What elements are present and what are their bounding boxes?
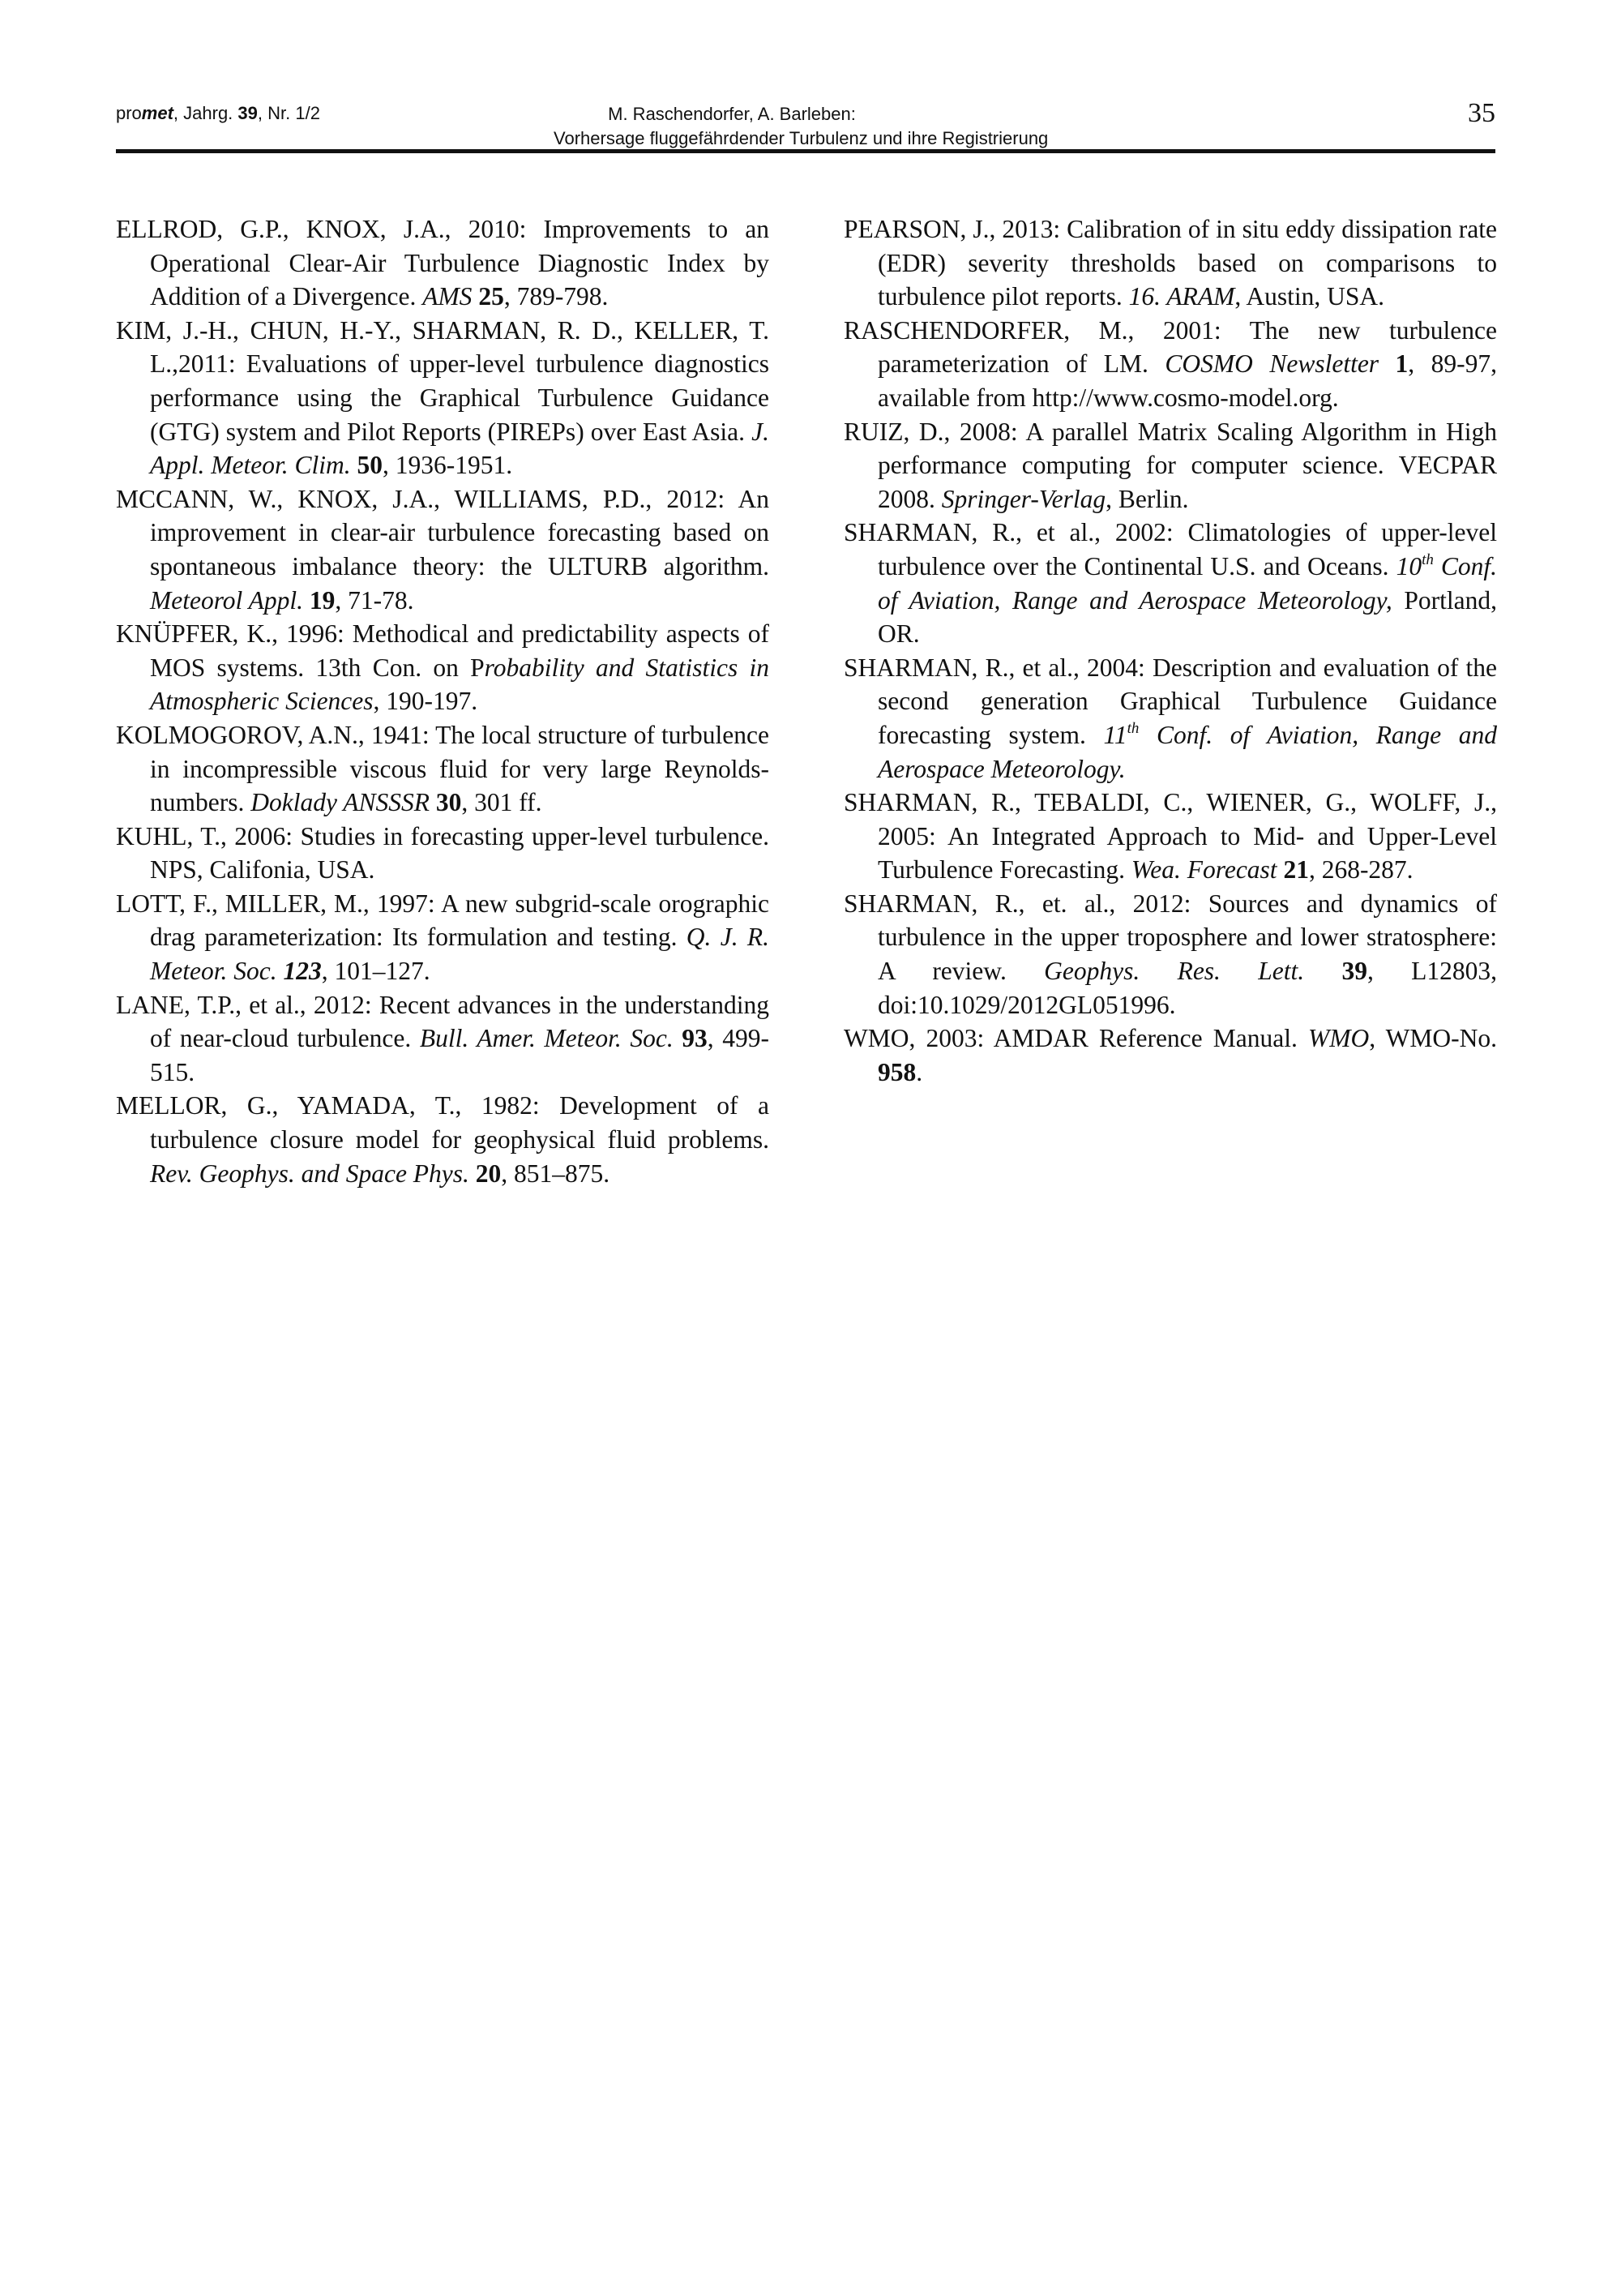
journal-name-prefix: pro xyxy=(116,103,142,123)
reference-text: SHARMAN, R., TEBALDI, C., WIENER, G., WOLFF, J., 2005: An Integrated Approach to Mid- and Upper-Level Turbulence Forecasting. xyxy=(844,788,1497,885)
reference-text: , Berlin. xyxy=(1106,484,1189,513)
page-number: 35 xyxy=(1468,98,1495,128)
reference-text: MELLOR, G., YAMADA, T., 1982: Development of a turbulence closure model for geophysical fluid problems. xyxy=(116,1091,769,1154)
reference-text xyxy=(1379,349,1395,378)
reference-italic: robability and Statistics in Atmospheric Sciences xyxy=(150,653,769,716)
reference-volume: 30 xyxy=(435,788,462,817)
reference-italic: COSMO Newsletter xyxy=(1165,349,1379,379)
reference-text: KIM, J.-H., CHUN, H.-Y., SHARMAN, R. D., KELLER, T. L.,2011: Evaluations of upper-level turbulence diagnostics performance using the Graphical Turbulence Guidance (GTG) system and Pilot Reports (PIREPs) over East Asia. xyxy=(116,315,769,446)
reference-entry xyxy=(116,482,769,617)
reference-italic: Bull. Amer. Meteor. Soc. xyxy=(419,1024,674,1053)
reference-italic: AMS xyxy=(422,282,473,311)
reference-text: , L12803, doi:10.1029/2012GL051996. xyxy=(878,957,1497,1019)
reference-text: , 789-798. xyxy=(503,282,609,311)
journal-year-label: , Jahrg. xyxy=(173,103,238,123)
reference-text xyxy=(674,1024,682,1052)
reference-text: , 101–127. xyxy=(321,957,430,986)
reference-text: , 268-287. xyxy=(1308,855,1414,885)
reference-italic: 11 xyxy=(1103,720,1127,749)
running-head-title: Vorhersage fluggefährdender Turbulenz und ihre Registrierung xyxy=(554,128,1049,148)
page-header xyxy=(116,97,1495,152)
reference-text: Portland, OR. xyxy=(878,585,1497,649)
reference-volume: 50 xyxy=(357,451,383,480)
reference-text: WMO, 2003: AMDAR Reference Manual. xyxy=(844,1024,1308,1053)
reference-entry xyxy=(116,988,769,1090)
reference-italic: Doklady ANSSSR xyxy=(250,788,430,817)
reference-text: KUHL, T., 2006: Studies in forecasting upper-level turbulence. NPS, Califonia, USA. xyxy=(116,821,769,885)
reference-text xyxy=(469,1159,476,1188)
reference-volume: 25 xyxy=(478,282,504,311)
reference-entry xyxy=(844,415,1497,516)
reference-text: ELLROD, G.P., KNOX, J.A., 2010: Improvements to an Operational Clear-Air Turbulence Diagnostic Index by Addition of a Divergence. xyxy=(116,215,769,311)
reference-italic: Springer-Verlag xyxy=(941,484,1106,513)
reference-entry xyxy=(844,1022,1497,1089)
reference-volume: 1 xyxy=(1395,349,1409,379)
reference-text: RUIZ, D., 2008: A parallel Matrix Scaling Algorithm in High performance computing for computer science. VECPAR 2008. xyxy=(844,417,1497,513)
reference-text: LANE, T.P., et al., 2012: Recent advances in the understanding of near-cloud turbulence. xyxy=(116,990,769,1053)
reference-italic: Meteorol Appl. xyxy=(150,585,303,615)
reference-text: , 499-515. xyxy=(150,1024,769,1086)
reference-text xyxy=(303,586,310,615)
reference-text: KNÜPFER, K., 1996: Methodical and predictability aspects of MOS systems. 13th Con. on P xyxy=(116,619,769,682)
journal-info xyxy=(116,102,320,125)
reference-entry xyxy=(844,212,1497,314)
reference-entry xyxy=(844,314,1497,415)
reference-text: , 851–875. xyxy=(501,1159,610,1188)
reference-volume: 21 xyxy=(1283,855,1309,885)
reference-text: , 301 ff. xyxy=(461,788,542,817)
journal-name-emphasis: met xyxy=(141,103,173,123)
reference-entry xyxy=(116,820,769,887)
reference-volume: 20 xyxy=(475,1159,502,1188)
reference-text: , 89-97, available from http://www.cosmo-model.org. xyxy=(878,349,1497,412)
reference-text: MCCANN, W., KNOX, J.A., WILLIAMS, P.D., 2012: An improvement in clear-air turbulence forecasting based on spontaneous imbalance theory: the ULTURB algorithm. xyxy=(116,484,769,580)
reference-entry xyxy=(116,212,769,314)
reference-text: , WMO-No. xyxy=(1369,1024,1497,1053)
reference-text: , 190-197. xyxy=(373,687,478,716)
reference-text: RASCHENDORFER, M., 2001: The new turbulence parameterization of LM. xyxy=(844,315,1497,379)
reference-italic: Geophys. Res. Lett. xyxy=(1044,957,1305,986)
reference-entry xyxy=(116,718,769,820)
reference-italic: Q. J. R. Meteor. Soc. xyxy=(150,923,769,986)
reference-entry xyxy=(844,887,1497,1022)
reference-volume: 958 xyxy=(878,1057,917,1086)
journal-volume: 39 xyxy=(237,103,258,123)
reference-text: , 1936-1951. xyxy=(382,451,513,480)
reference-text xyxy=(430,788,436,816)
reference-entry xyxy=(116,1089,769,1190)
reference-entry xyxy=(844,516,1497,650)
reference-italic: WMO xyxy=(1307,1024,1370,1053)
reference-italic: Rev. Geophys. and Space Phys. xyxy=(150,1159,469,1188)
reference-text: , 71-78. xyxy=(335,585,414,615)
references-right-column xyxy=(844,212,1497,1089)
reference-italic: Conf. of Aviation, Range and Aerospace Meteorology. xyxy=(878,720,1497,783)
reference-text: SHARMAN, R., et al., 2002: Climatologies of upper-level turbulence over the Continental U.S. and Oceans. xyxy=(844,518,1497,580)
reference-italic: 16. ARAM xyxy=(1128,282,1235,311)
running-head xyxy=(554,102,1049,151)
reference-text: , Austin, USA. xyxy=(1234,282,1384,311)
reference-superscript: th xyxy=(1127,719,1140,737)
reference-italic: 10 xyxy=(1396,551,1422,580)
references-left-column xyxy=(116,212,769,1190)
reference-text: KOLMOGOROV, A.N., 1941: The local structure of turbulence in incompressible viscous fluid for very large Reynolds-numbers. xyxy=(116,720,769,817)
header-rule xyxy=(116,149,1495,153)
reference-entry xyxy=(116,617,769,718)
reference-text: PEARSON, J., 2013: Calibration of in situ eddy dissipation rate (EDR) severity thresholds based on comparisons to turbulence pilot reports. xyxy=(844,215,1497,311)
reference-superscript: th xyxy=(1422,550,1434,568)
reference-entry xyxy=(844,786,1497,887)
journal-issue: , Nr. 1/2 xyxy=(257,103,320,123)
reference-text: SHARMAN, R., et. al., 2012: Sources and dynamics of turbulence in the upper troposphere and lower stratosphere: A review. xyxy=(844,889,1497,986)
reference-italic: Conf. of Aviation, Range and Aerospace Meteorology, xyxy=(878,551,1497,615)
reference-text xyxy=(1304,957,1341,985)
reference-entry xyxy=(844,651,1497,786)
reference-entry xyxy=(116,887,769,988)
reference-italic: J. Appl. Meteor. Clim. xyxy=(150,417,769,480)
running-head-authors: M. Raschendorfer, A. Barleben: xyxy=(608,104,856,124)
reference-volume: 39 xyxy=(1341,957,1367,986)
reference-volume: 93 xyxy=(682,1024,708,1053)
reference-text: SHARMAN, R., et al., 2004: Description and evaluation of the second generation Graphical Turbulence Guidance forecasting system. xyxy=(844,653,1497,749)
reference-volume: 123 xyxy=(283,957,322,986)
reference-text: LOTT, F., MILLER, M., 1997: A new subgrid-scale orographic drag parameterization: Its formulation and testing. xyxy=(116,889,769,952)
reference-text: . xyxy=(916,1057,923,1086)
reference-volume: 19 xyxy=(309,585,336,615)
reference-italic: Wea. Forecast xyxy=(1131,855,1277,885)
reference-entry xyxy=(116,314,769,482)
